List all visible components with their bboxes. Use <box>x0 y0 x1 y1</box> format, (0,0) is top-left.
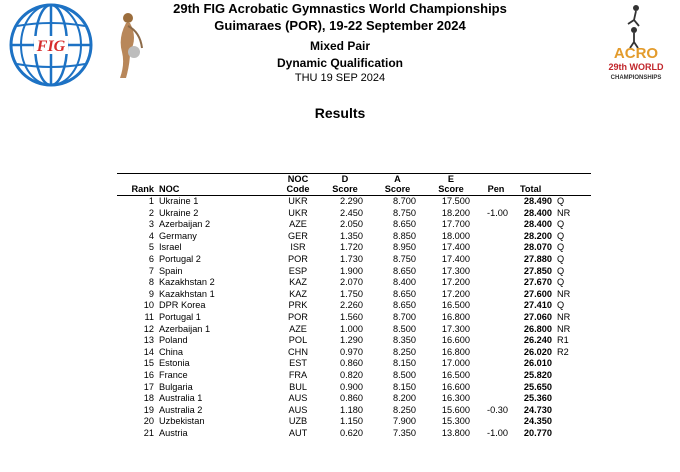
a-score-cell: 8.250 <box>393 346 416 357</box>
d-score-cell: 2.450 <box>340 207 363 218</box>
noc-code-cell: UKR <box>288 207 308 218</box>
d-score-cell: 0.820 <box>340 369 363 380</box>
d-score-cell: 1.000 <box>340 323 363 334</box>
e-score-cell: 16.500 <box>441 300 470 311</box>
noc-cell: Uzbekistan <box>159 416 205 427</box>
noc-cell: Poland <box>159 335 188 346</box>
e-score-cell: 13.800 <box>441 427 470 438</box>
qualification-cell <box>555 358 591 370</box>
rank-cell: 8 <box>148 277 154 288</box>
results-table <box>117 173 591 439</box>
penalty-cell <box>478 289 514 301</box>
penalty-cell <box>478 242 514 254</box>
col-qualification <box>555 174 591 196</box>
d-score-cell: 1.730 <box>340 253 363 264</box>
table-row <box>117 428 591 440</box>
a-score-cell: 8.400 <box>393 277 416 288</box>
penalty-cell <box>478 335 514 347</box>
noc-code-cell: ESP <box>288 265 308 276</box>
noc-cell: Kazakhstan 1 <box>159 288 215 299</box>
table-row <box>117 266 591 278</box>
e-score-cell: 17.400 <box>441 253 470 264</box>
noc-cell: China <box>159 346 184 357</box>
e-score-cell: 16.800 <box>441 346 470 357</box>
event-title: 29th FIG Acrobatic Gymnastics World Championships <box>173 1 507 16</box>
qualification-cell: Q <box>557 300 565 311</box>
penalty-cell: -0.30 <box>487 404 508 415</box>
a-score-cell: 8.700 <box>393 311 416 322</box>
rank-cell: 5 <box>148 242 154 253</box>
noc-cell: Ukraine 1 <box>159 196 199 206</box>
total-cell: 20.770 <box>523 427 552 438</box>
total-cell: 28.070 <box>523 242 552 253</box>
noc-code-cell: POR <box>288 253 308 264</box>
noc-code-cell: POR <box>288 311 308 322</box>
a-score-cell: 8.500 <box>393 369 416 380</box>
qualification-cell <box>555 405 591 417</box>
noc-code-cell: UKR <box>288 196 308 206</box>
noc-cell: Israel <box>159 242 182 253</box>
results-heading: Results <box>314 105 366 121</box>
noc-code-cell: UZB <box>288 416 308 427</box>
total-cell: 28.400 <box>523 219 552 230</box>
session-date: THU 19 SEP 2024 <box>294 72 386 84</box>
col-pen: Pen <box>487 184 505 194</box>
table-row <box>117 405 591 417</box>
rank-cell: 2 <box>148 207 154 218</box>
qualification-cell: NR <box>557 288 571 299</box>
rank-cell: 21 <box>143 427 154 438</box>
penalty-cell <box>478 254 514 266</box>
total-cell: 27.600 <box>523 288 552 299</box>
total-cell: 27.670 <box>523 277 552 288</box>
fig-logo-text: FIG <box>36 38 66 55</box>
qualification-cell: Q <box>557 219 565 230</box>
d-score-cell: 2.050 <box>340 219 363 230</box>
noc-cell: DPR Korea <box>159 300 206 311</box>
a-score-cell: 8.650 <box>393 300 416 311</box>
d-score-cell: 1.750 <box>340 288 363 299</box>
qualification-cell: R2 <box>557 346 569 357</box>
gymnast-figure-logo <box>108 8 148 80</box>
e-score-cell: 17.200 <box>441 277 470 288</box>
table-row <box>117 370 591 382</box>
table-row <box>117 208 591 220</box>
noc-cell: Azerbaijan 2 <box>159 219 211 230</box>
noc-code-cell: KAZ <box>289 288 307 299</box>
qualification-cell: R1 <box>557 335 569 346</box>
e-score-cell: 15.300 <box>441 416 470 427</box>
table-row <box>117 300 591 312</box>
penalty-cell: -1.00 <box>487 207 508 218</box>
noc-code-cell: AZE <box>289 219 307 230</box>
acro-logo-sub1: 29th WORLD <box>608 62 664 72</box>
discipline-title: Mixed Pair <box>309 39 371 53</box>
noc-code-cell: GER <box>288 230 308 241</box>
a-score-cell: 8.350 <box>393 335 416 346</box>
e-score-cell: 17.200 <box>441 288 470 299</box>
noc-cell: Australia 1 <box>159 393 203 404</box>
table-row <box>117 289 591 301</box>
a-score-cell: 8.650 <box>393 265 416 276</box>
penalty-cell <box>478 312 514 324</box>
qualification-cell: NR <box>557 311 571 322</box>
e-score-cell: 18.200 <box>441 207 470 218</box>
penalty-cell <box>478 219 514 231</box>
e-score-cell: 16.600 <box>441 381 470 392</box>
a-score-cell: 8.150 <box>393 381 416 392</box>
noc-cell: Kazakhstan 2 <box>159 277 215 288</box>
noc-cell: Azerbaijan 1 <box>159 323 211 334</box>
table-row <box>117 231 591 243</box>
col-noc: NOC <box>159 184 180 194</box>
e-score-cell: 17.500 <box>441 196 470 206</box>
qualification-cell <box>555 416 591 428</box>
noc-code-cell: AUS <box>288 404 308 415</box>
a-score-cell: 8.650 <box>393 219 416 230</box>
penalty-cell <box>478 300 514 312</box>
table-row <box>117 382 591 394</box>
rank-cell: 16 <box>143 369 154 380</box>
table-row <box>117 242 591 254</box>
e-score-cell: 16.800 <box>441 311 470 322</box>
penalty-cell <box>478 231 514 243</box>
a-score-cell: 8.200 <box>393 393 416 404</box>
penalty-cell <box>478 382 514 394</box>
rank-cell: 15 <box>143 358 154 369</box>
total-cell: 25.650 <box>523 381 552 392</box>
rank-cell: 13 <box>143 335 154 346</box>
noc-cell: Estonia <box>159 358 190 369</box>
a-score-cell: 8.850 <box>393 230 416 241</box>
rank-cell: 14 <box>143 346 154 357</box>
total-cell: 26.020 <box>523 346 552 357</box>
d-score-cell: 2.070 <box>340 277 363 288</box>
qualification-cell: NR <box>557 207 571 218</box>
d-score-cell: 1.720 <box>340 242 363 253</box>
total-cell: 27.060 <box>523 311 552 322</box>
noc-code-cell: AZE <box>289 323 307 334</box>
penalty-cell <box>478 370 514 382</box>
rank-cell: 20 <box>143 416 154 427</box>
table-row <box>117 358 591 370</box>
table-header-row <box>117 174 591 196</box>
rank-cell: 10 <box>143 300 154 311</box>
total-cell: 25.360 <box>523 393 552 404</box>
table-row <box>117 335 591 347</box>
phase-title: Dynamic Qualification <box>276 56 404 70</box>
d-score-cell: 1.900 <box>340 265 363 276</box>
noc-code-cell: EST <box>289 358 307 369</box>
qualification-cell: NR <box>557 323 571 334</box>
d-score-cell: 1.150 <box>340 416 363 427</box>
table-row <box>117 196 591 208</box>
qualification-cell <box>555 382 591 394</box>
table-row <box>117 416 591 428</box>
table-row <box>117 254 591 266</box>
total-cell: 27.880 <box>523 253 552 264</box>
noc-code-cell: FRA <box>288 369 308 380</box>
penalty-cell <box>478 266 514 278</box>
penalty-cell <box>478 324 514 336</box>
noc-code-cell: KAZ <box>289 277 307 288</box>
e-score-cell: 16.600 <box>441 335 470 346</box>
qualification-cell: Q <box>557 277 565 288</box>
qualification-cell: Q <box>557 242 565 253</box>
e-score-cell: 17.300 <box>441 323 470 334</box>
d-score-cell: 0.860 <box>340 358 363 369</box>
e-score-cell: 17.000 <box>441 358 470 369</box>
a-score-cell: 8.750 <box>393 207 416 218</box>
qualification-cell: Q <box>557 253 565 264</box>
penalty-cell <box>478 277 514 289</box>
rank-cell: 3 <box>148 219 154 230</box>
noc-cell: Bulgaria <box>159 381 193 392</box>
total-cell: 26.010 <box>523 358 552 369</box>
table-row <box>117 393 591 405</box>
noc-code-cell: AUT <box>288 427 308 438</box>
noc-cell: Germany <box>159 230 197 241</box>
table-row <box>117 324 591 336</box>
noc-code-cell: AUS <box>288 393 308 404</box>
e-score-cell: 17.700 <box>441 219 470 230</box>
qualification-cell: Q <box>557 265 565 276</box>
d-score-cell: 1.350 <box>340 230 363 241</box>
acro-logo-sub2: CHAMPIONSHIPS <box>610 75 662 81</box>
noc-cell: Portugal 1 <box>159 311 201 322</box>
d-score-cell: 2.290 <box>340 196 363 206</box>
table-row <box>117 312 591 324</box>
total-cell: 24.350 <box>523 416 552 427</box>
rank-cell: 6 <box>148 253 154 264</box>
noc-cell: France <box>159 369 188 380</box>
noc-code-cell: PRK <box>288 300 308 311</box>
d-score-cell: 1.290 <box>340 335 363 346</box>
col-total: Total <box>520 184 542 194</box>
e-score-cell: 17.300 <box>441 265 470 276</box>
total-cell: 26.240 <box>523 335 552 346</box>
d-score-cell: 2.260 <box>340 300 363 311</box>
penalty-cell <box>478 347 514 359</box>
a-score-cell: 7.900 <box>393 416 416 427</box>
rank-cell: 4 <box>148 230 154 241</box>
total-cell: 28.490 <box>523 196 552 206</box>
results-body <box>117 196 591 440</box>
e-score-cell: 15.600 <box>441 404 470 415</box>
total-cell: 28.400 <box>523 207 552 218</box>
acro-logo-text: ACRO <box>613 45 659 62</box>
rank-cell: 7 <box>148 265 154 276</box>
total-cell: 28.200 <box>523 230 552 241</box>
noc-cell: Portugal 2 <box>159 253 201 264</box>
a-score-cell: 7.350 <box>393 427 416 438</box>
a-score-cell: 8.250 <box>393 404 416 415</box>
penalty-cell <box>478 358 514 370</box>
qualification-cell <box>555 428 591 440</box>
fig-logo <box>8 2 94 88</box>
penalty-cell <box>478 393 514 405</box>
noc-cell: Australia 2 <box>159 404 203 415</box>
qualification-cell: Q <box>557 196 565 206</box>
total-cell: 27.410 <box>523 300 552 311</box>
rank-cell: 12 <box>143 323 154 334</box>
penalty-cell <box>478 416 514 428</box>
rank-cell: 11 <box>144 311 154 322</box>
a-score-cell: 8.700 <box>393 196 416 206</box>
col-e-score: E Score <box>438 174 464 194</box>
e-score-cell: 16.500 <box>441 369 470 380</box>
d-score-cell: 0.900 <box>340 381 363 392</box>
d-score-cell: 0.970 <box>340 346 363 357</box>
a-score-cell: 8.950 <box>393 242 416 253</box>
e-score-cell: 17.400 <box>441 242 470 253</box>
col-d-score: D Score <box>332 174 358 194</box>
d-score-cell: 0.860 <box>340 393 363 404</box>
d-score-cell: 0.620 <box>340 427 363 438</box>
table-row <box>117 347 591 359</box>
e-score-cell: 16.300 <box>441 393 470 404</box>
rank-cell: 9 <box>148 288 154 299</box>
col-a-score: A Score <box>384 174 411 194</box>
col-noc-code: NOC Code <box>286 174 310 194</box>
noc-cell: Ukraine 2 <box>159 207 199 218</box>
acro-championships-logo <box>600 4 672 86</box>
noc-code-cell: ISR <box>290 242 306 253</box>
total-cell: 26.800 <box>523 323 552 334</box>
rank-cell: 1 <box>148 196 154 206</box>
qualification-cell <box>555 370 591 382</box>
penalty-cell: -1.00 <box>487 427 508 438</box>
table-row <box>117 277 591 289</box>
noc-code-cell: BUL <box>289 381 307 392</box>
noc-cell: Austria <box>159 427 188 438</box>
e-score-cell: 18.000 <box>441 230 470 241</box>
total-cell: 27.850 <box>523 265 552 276</box>
rank-cell: 17 <box>143 381 154 392</box>
total-cell: 24.730 <box>523 404 552 415</box>
noc-code-cell: POL <box>288 335 308 346</box>
qualification-cell: Q <box>557 230 565 241</box>
d-score-cell: 1.180 <box>340 404 363 415</box>
noc-code-cell: CHN <box>288 346 308 357</box>
a-score-cell: 8.500 <box>393 323 416 334</box>
qualification-cell <box>555 393 591 405</box>
a-score-cell: 8.650 <box>393 288 416 299</box>
event-venue-dates: Guimaraes (POR), 19-22 September 2024 <box>214 18 466 33</box>
table-row <box>117 219 591 231</box>
penalty-cell <box>478 196 514 208</box>
rank-cell: 18 <box>143 393 154 404</box>
a-score-cell: 8.750 <box>393 253 416 264</box>
col-rank: Rank <box>131 184 154 194</box>
rank-cell: 19 <box>143 404 154 415</box>
total-cell: 25.820 <box>523 369 552 380</box>
noc-cell: Spain <box>159 265 183 276</box>
d-score-cell: 1.560 <box>340 311 363 322</box>
a-score-cell: 8.150 <box>393 358 416 369</box>
